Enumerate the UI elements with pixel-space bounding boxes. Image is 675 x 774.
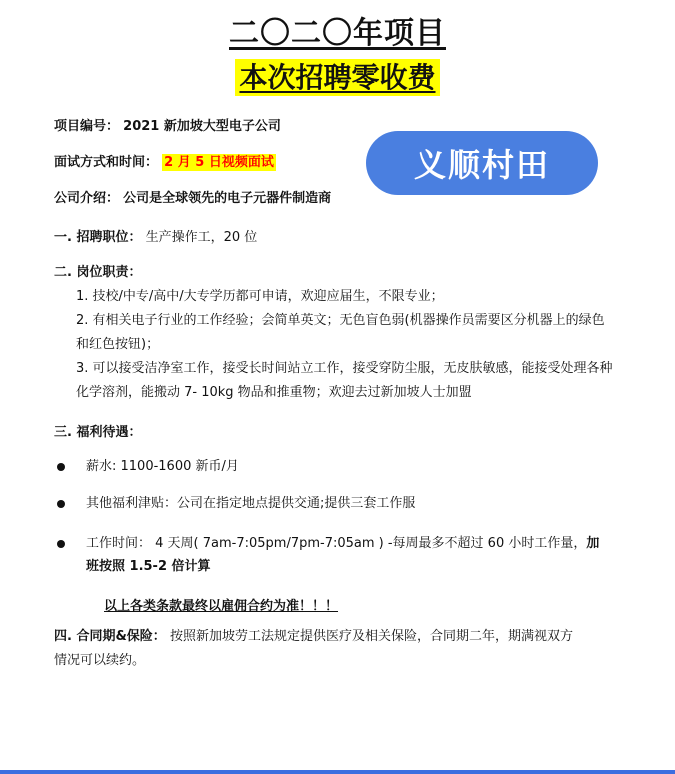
- interview-line: [54, 154, 276, 172]
- section4-line1: 按照新加坡劳工法规定提供医疗及相关保险，合同期二年，期满视双方: [169, 629, 573, 644]
- overtime-bold-1: 加: [586, 536, 600, 551]
- company-line: [54, 190, 331, 208]
- section2-heading: [54, 264, 141, 282]
- section3-label: 三. 福利待遇：: [54, 425, 142, 440]
- benefit-salary: 薪水: 1100-1600 新币/月: [86, 459, 239, 474]
- section4-line: [54, 628, 573, 646]
- subtitle-text: 本次招聘零收费: [235, 59, 439, 96]
- section1-label: 一. 招聘职位：: [54, 230, 142, 245]
- duty-item: 1. 技校/中专/高中/大专学历都可申请，欢迎应届生，不限专业；: [76, 289, 444, 304]
- section3-heading: [54, 424, 141, 442]
- overtime-line: 班按照 1.5-2 倍计算: [86, 559, 211, 574]
- terms-note: 以上各类条款最终以雇佣合约为准！！！: [104, 599, 339, 614]
- bullet-icon: [57, 500, 65, 508]
- project-label: 项目编号：: [54, 119, 120, 134]
- document-subtitle: [0, 56, 675, 96]
- project-line: [54, 118, 281, 136]
- duty-item: 3. 可以接受洁净室工作，接受长时间站立工作，接受穿防尘服，无皮肤敏感，能接受处理各种化学溶剂，能搬动 7- 10kg 物品和推重物；欢迎去过新加坡人士加盟: [76, 361, 613, 400]
- section4-label: 四. 合同期&保险：: [54, 629, 166, 644]
- bullet-icon: [57, 540, 65, 548]
- bottom-border: [0, 770, 675, 774]
- section2-items: [76, 285, 616, 405]
- section1-line: [54, 229, 257, 247]
- title-text: 二〇二〇年项目: [229, 16, 446, 51]
- company-label: 公司介绍：: [54, 191, 120, 206]
- benefit-allowance: 其他福利津贴：公司在指定地点提供交通;提供三套工作服: [86, 496, 416, 511]
- section1-value: 生产操作工，20 位: [145, 230, 258, 245]
- section4-line2: 情况可以续约。: [54, 653, 146, 668]
- company-value: 公司是全球领先的电子元器件制造商: [123, 191, 332, 206]
- section2-label: 二. 岗位职责：: [54, 265, 142, 280]
- badge-text: 义顺村田: [413, 146, 550, 184]
- project-value: 2021 新加坡大型电子公司: [123, 119, 281, 134]
- location-badge: [366, 131, 598, 195]
- benefit-hours: [86, 535, 599, 553]
- interview-value: 2 月 5 日视频面试: [164, 155, 274, 170]
- hours-text: 工作时间： 4 天周( 7am-7:05pm/7pm-7:05am ) -每周最多不超过 60 小时工作量，: [86, 536, 587, 551]
- bullet-icon: [57, 463, 65, 471]
- interview-label: 面试方式和时间：: [54, 155, 159, 170]
- duty-item: 2. 有相关电子行业的工作经验；会简单英文；无色盲色弱(机器操作员需要区分机器上的绿色和红色按钮)；: [76, 313, 605, 352]
- document-title: [0, 8, 675, 52]
